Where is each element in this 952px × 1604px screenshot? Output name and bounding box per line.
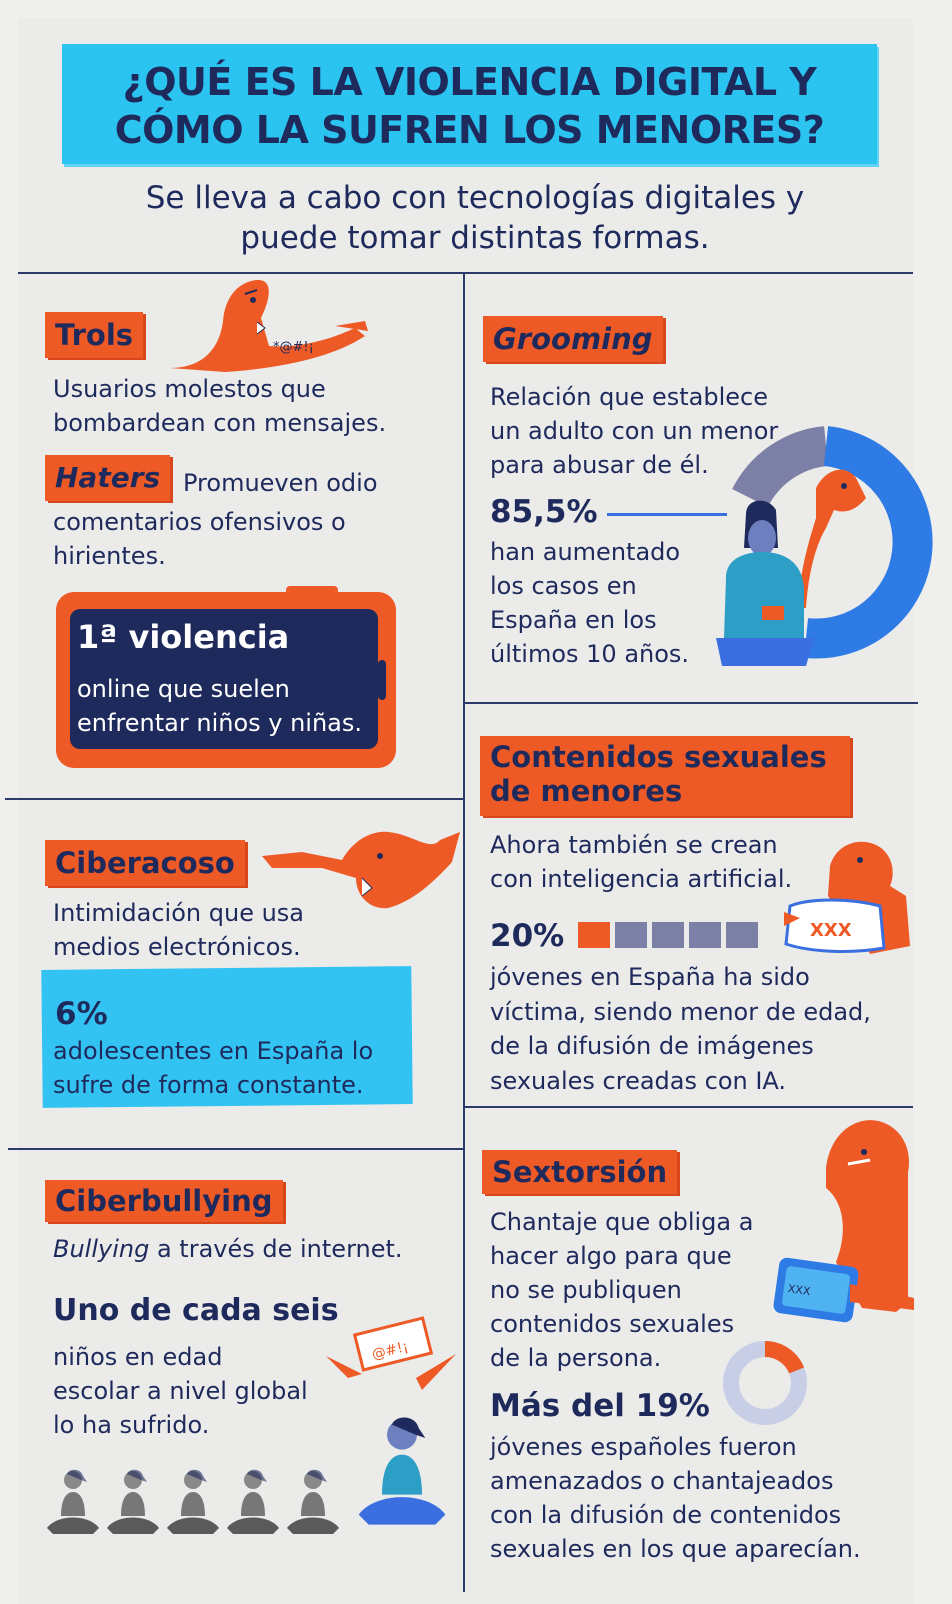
title-line-2: CÓMO LA SUFREN LOS MENORES? (114, 108, 825, 152)
ciberbullying-stat: Uno de cada seis (53, 1293, 339, 1328)
child-figure (162, 1468, 224, 1538)
haters-line-2: hirientes. (53, 542, 166, 570)
page-title (62, 44, 877, 154)
tag-contenidos (480, 736, 850, 816)
sextorsion-description (490, 1205, 753, 1375)
phone-stat-text (77, 672, 362, 740)
stat-bar-segment (726, 922, 758, 948)
tag-grooming: Grooming (483, 316, 663, 362)
grooming-illustration (706, 438, 916, 670)
grooming-line-3: para abusar de él. (490, 451, 709, 479)
tag-sextorsion: Sextorsión (482, 1150, 677, 1194)
stat-bar-segment (578, 922, 610, 948)
ciberbullying-italic: Bullying (53, 1235, 150, 1263)
child-figure-highlighted (352, 1408, 452, 1538)
title-banner (62, 44, 877, 164)
trols-description (53, 372, 386, 440)
stat-bar-segment (652, 922, 684, 948)
contenidos-stat: 20% (490, 918, 565, 954)
trols-line-1: Usuarios molestos que (53, 375, 326, 403)
contenidos-stat-text (490, 960, 871, 1098)
grooming-stat-line-3: España en los (490, 606, 657, 634)
contenidos-line-1: Ahora también se crean (490, 831, 778, 859)
grooming-stat-line-2: los casos en (490, 572, 637, 600)
ciberbullying-stat-line-3: lo ha sufrido. (53, 1411, 210, 1439)
divider-top (18, 272, 913, 274)
ciberacoso-line-2: medios electrónicos. (53, 933, 301, 961)
sextorsion-stat-line-1: jóvenes españoles fueron (490, 1433, 797, 1461)
divider-right-1 (463, 702, 918, 704)
ciberbullying-speech-icon (326, 1318, 456, 1398)
donut-slice (765, 1349, 797, 1370)
sextorsion-stat-text (490, 1430, 861, 1566)
child-figure (102, 1468, 164, 1538)
child-figure (42, 1468, 104, 1538)
stat-bar-segment (689, 922, 721, 948)
tag-haters: Haters (45, 455, 170, 501)
ciberacoso-stat: 6% (55, 996, 108, 1032)
divider-left-2 (8, 1148, 463, 1150)
ciberbullying-stat-text (53, 1340, 308, 1442)
ciberacoso-line-1: Intimidación que usa (53, 899, 305, 927)
sextorsion-donut-chart (720, 1338, 810, 1428)
sextorsion-stat-line-2: amenazados o chantajeados (490, 1467, 834, 1495)
contenidos-stat-line-1: jóvenes en España ha sido (490, 963, 810, 991)
sextorsion-troll-icon (766, 1112, 914, 1338)
contenidos-screen-label: XXX (810, 920, 852, 941)
troll-speech: *@#!¡ (273, 340, 314, 355)
ciberbullying-stat-line-2: escolar a nivel global (53, 1377, 308, 1405)
sextorsion-stat: Más del 19% (490, 1388, 710, 1424)
tag-ciberbullying: Ciberbullying (45, 1180, 283, 1222)
ciberacoso-description (53, 896, 304, 964)
sextorsion-line-4: contenidos sexuales (490, 1310, 735, 1338)
haters-description (53, 505, 346, 573)
phone-stat-line-1: online que suelen (77, 675, 290, 703)
contenidos-troll-icon (780, 836, 912, 966)
grooming-line-1: Relación que establece (490, 383, 768, 411)
ciberbullying-description (53, 1232, 403, 1266)
haters-line-1: comentarios ofensivos o (53, 508, 346, 536)
grooming-stat: 85,5% (490, 494, 598, 530)
sextorsion-line-2: hacer algo para que (490, 1242, 732, 1270)
grooming-stat-line-1: han aumentado (490, 538, 681, 566)
phone-side-button (378, 660, 386, 700)
child-figure (282, 1468, 344, 1538)
contenidos-stat-line-4: sexuales creadas con IA. (490, 1066, 787, 1095)
sextorsion-phone-label: XXX (787, 1282, 812, 1299)
ciberacoso-stat-line-2: sufre de forma constante. (53, 1071, 364, 1099)
grooming-line-2: un adulto con un menor (490, 417, 779, 445)
contenidos-stat-line-3: de la difusión de imágenes (490, 1032, 814, 1060)
phone-stat-headline: 1ª violencia (77, 618, 290, 656)
tag-ciberacoso: Ciberacoso (45, 840, 245, 886)
sextorsion-stat-line-3: con la difusión de contenidos (490, 1501, 842, 1529)
contenidos-description (490, 828, 792, 896)
sextorsion-line-5: de la persona. (490, 1344, 662, 1372)
subtitle-line-2: puede tomar distintas formas. (240, 220, 710, 256)
sextorsion-stat-line-4: sexuales en los que aparecían. (490, 1535, 861, 1563)
contenidos-line-2: con inteligencia artificial. (490, 865, 793, 893)
sextorsion-line-3: no se publiquen (490, 1276, 682, 1304)
ciberbullying-speech-text: @#!¡ (370, 1338, 410, 1364)
divider-left-1 (5, 798, 463, 800)
ciberacoso-stat-text (53, 1034, 373, 1102)
haters-line-0: Promueven odio (183, 469, 378, 497)
divider-vertical (463, 272, 465, 1592)
phone-stat-line-2: enfrentar niños y niñas. (77, 709, 363, 737)
sextorsion-line-1: Chantaje que obliga a (490, 1208, 754, 1236)
subtitle-line-1: Se lleva a cabo con tecnologías digitales y (145, 180, 805, 216)
contenidos-stat-line-2: víctima, siendo menor de edad, (490, 997, 871, 1026)
ciberacoso-stat-line-1: adolescentes en España lo (53, 1037, 374, 1065)
grooming-stat-text (490, 535, 689, 671)
trols-line-2: bombardean con mensajes. (53, 409, 387, 437)
tag-contenidos-line-2: de menores (490, 774, 683, 808)
child-figure (222, 1468, 284, 1538)
stat-bar-segment (615, 922, 647, 948)
troll-icon (165, 276, 375, 376)
title-line-1: ¿QUÉ ES LA VIOLENCIA DIGITAL Y (122, 60, 817, 104)
tag-trols: Trols (45, 312, 143, 358)
subtitle (60, 178, 890, 258)
grooming-stat-line-4: últimos 10 años. (490, 640, 690, 668)
ciberbullying-stat-line-1: niños en edad (53, 1343, 223, 1371)
ciberbullying-rest: a través de internet. (149, 1235, 403, 1263)
tag-contenidos-line-1: Contenidos sexuales (490, 740, 827, 774)
divider-right-2 (463, 1106, 913, 1108)
